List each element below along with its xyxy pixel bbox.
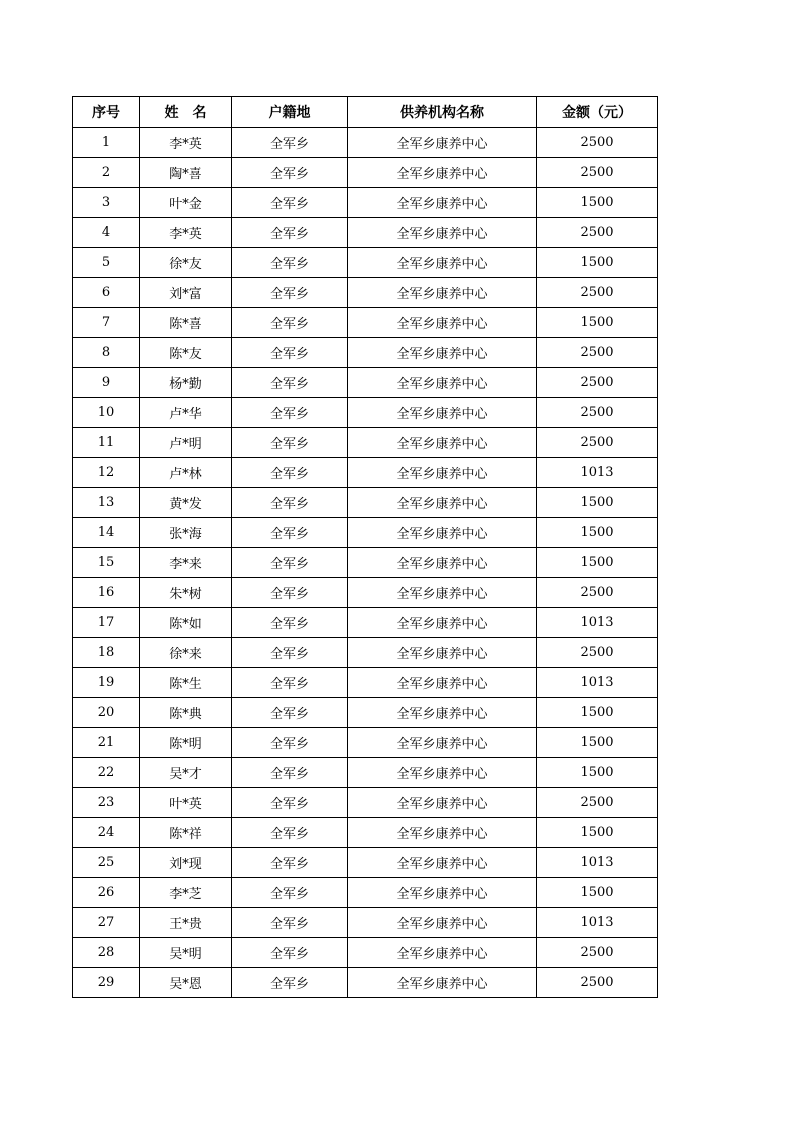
- header-name: 姓 名: [140, 97, 232, 128]
- cell-no: 23: [73, 788, 140, 818]
- table-row: [73, 668, 658, 698]
- cell-no: 24: [73, 818, 140, 848]
- cell-institution: 全军乡康养中心: [348, 818, 537, 848]
- cell-amount: 1500: [537, 488, 658, 518]
- cell-amount: 2500: [537, 158, 658, 188]
- cell-amount: 1500: [537, 308, 658, 338]
- table-row: [73, 728, 658, 758]
- cell-household: 全军乡: [232, 938, 348, 968]
- cell-amount: 1013: [537, 668, 658, 698]
- table-row: [73, 188, 658, 218]
- table-row: [73, 578, 658, 608]
- cell-household: 全军乡: [232, 248, 348, 278]
- cell-no: 27: [73, 908, 140, 938]
- cell-household: 全军乡: [232, 428, 348, 458]
- cell-name: 刘*富: [140, 278, 232, 308]
- cell-household: 全军乡: [232, 668, 348, 698]
- cell-household: 全军乡: [232, 368, 348, 398]
- table-row: [73, 248, 658, 278]
- table-row: [73, 758, 658, 788]
- cell-no: 22: [73, 758, 140, 788]
- cell-no: 20: [73, 698, 140, 728]
- cell-name: 刘*现: [140, 848, 232, 878]
- cell-name: 陈*典: [140, 698, 232, 728]
- cell-amount: 2500: [537, 788, 658, 818]
- table-row: [73, 788, 658, 818]
- cell-no: 18: [73, 638, 140, 668]
- cell-name: 陈*明: [140, 728, 232, 758]
- cell-institution: 全军乡康养中心: [348, 338, 537, 368]
- cell-name: 李*英: [140, 128, 232, 158]
- cell-household: 全军乡: [232, 218, 348, 248]
- cell-household: 全军乡: [232, 458, 348, 488]
- cell-amount: 1500: [537, 878, 658, 908]
- table-row: [73, 698, 658, 728]
- cell-institution: 全军乡康养中心: [348, 878, 537, 908]
- cell-amount: 1500: [537, 548, 658, 578]
- cell-institution: 全军乡康养中心: [348, 578, 537, 608]
- cell-amount: 1013: [537, 848, 658, 878]
- cell-name: 杨*勤: [140, 368, 232, 398]
- cell-amount: 2500: [537, 128, 658, 158]
- cell-amount: 2500: [537, 638, 658, 668]
- table-row: [73, 818, 658, 848]
- cell-no: 7: [73, 308, 140, 338]
- table-body: [73, 128, 658, 998]
- cell-no: 3: [73, 188, 140, 218]
- cell-no: 19: [73, 668, 140, 698]
- table-row: [73, 878, 658, 908]
- cell-no: 14: [73, 518, 140, 548]
- cell-amount: 1500: [537, 728, 658, 758]
- header-institution: 供养机构名称: [348, 97, 537, 128]
- table-row: [73, 968, 658, 998]
- table-row: [73, 218, 658, 248]
- table-row: [73, 398, 658, 428]
- table-row: [73, 428, 658, 458]
- cell-no: 2: [73, 158, 140, 188]
- table-row: [73, 278, 658, 308]
- table-row: [73, 158, 658, 188]
- cell-institution: 全军乡康养中心: [348, 848, 537, 878]
- cell-amount: 2500: [537, 428, 658, 458]
- cell-amount: 2500: [537, 968, 658, 998]
- table-row: [73, 458, 658, 488]
- table-row: [73, 488, 658, 518]
- cell-household: 全军乡: [232, 608, 348, 638]
- cell-institution: 全军乡康养中心: [348, 248, 537, 278]
- cell-no: 8: [73, 338, 140, 368]
- cell-no: 1: [73, 128, 140, 158]
- table-row: [73, 608, 658, 638]
- cell-institution: 全军乡康养中心: [348, 428, 537, 458]
- cell-household: 全军乡: [232, 908, 348, 938]
- cell-institution: 全军乡康养中心: [348, 488, 537, 518]
- cell-amount: 1500: [537, 188, 658, 218]
- table-row: [73, 908, 658, 938]
- cell-household: 全军乡: [232, 848, 348, 878]
- cell-household: 全军乡: [232, 338, 348, 368]
- cell-no: 6: [73, 278, 140, 308]
- cell-no: 12: [73, 458, 140, 488]
- cell-name: 李*英: [140, 218, 232, 248]
- cell-no: 16: [73, 578, 140, 608]
- table-row: [73, 938, 658, 968]
- cell-amount: 2500: [537, 338, 658, 368]
- cell-name: 吴*明: [140, 938, 232, 968]
- header-amount: 金额（元）: [537, 97, 658, 128]
- cell-name: 陈*生: [140, 668, 232, 698]
- cell-household: 全军乡: [232, 128, 348, 158]
- cell-amount: 1500: [537, 698, 658, 728]
- table-row: [73, 848, 658, 878]
- table-row: [73, 308, 658, 338]
- cell-name: 朱*树: [140, 578, 232, 608]
- cell-no: 13: [73, 488, 140, 518]
- table-row: [73, 368, 658, 398]
- table-row: [73, 638, 658, 668]
- cell-household: 全军乡: [232, 698, 348, 728]
- cell-no: 11: [73, 428, 140, 458]
- cell-amount: 2500: [537, 578, 658, 608]
- cell-no: 21: [73, 728, 140, 758]
- table-row: [73, 548, 658, 578]
- cell-name: 吴*恩: [140, 968, 232, 998]
- cell-name: 卢*华: [140, 398, 232, 428]
- cell-name: 李*芝: [140, 878, 232, 908]
- cell-household: 全军乡: [232, 398, 348, 428]
- cell-amount: 1013: [537, 908, 658, 938]
- cell-institution: 全军乡康养中心: [348, 698, 537, 728]
- table-row: [73, 518, 658, 548]
- cell-household: 全军乡: [232, 188, 348, 218]
- table-row: [73, 128, 658, 158]
- cell-institution: 全军乡康养中心: [348, 188, 537, 218]
- cell-name: 吴*才: [140, 758, 232, 788]
- cell-institution: 全军乡康养中心: [348, 218, 537, 248]
- cell-household: 全军乡: [232, 488, 348, 518]
- cell-no: 17: [73, 608, 140, 638]
- cell-household: 全军乡: [232, 308, 348, 338]
- cell-amount: 1500: [537, 818, 658, 848]
- cell-amount: 1500: [537, 248, 658, 278]
- cell-amount: 2500: [537, 278, 658, 308]
- cell-household: 全军乡: [232, 968, 348, 998]
- cell-institution: 全军乡康养中心: [348, 398, 537, 428]
- cell-name: 卢*明: [140, 428, 232, 458]
- cell-amount: 2500: [537, 218, 658, 248]
- cell-name: 黄*发: [140, 488, 232, 518]
- cell-name: 王*贵: [140, 908, 232, 938]
- cell-no: 29: [73, 968, 140, 998]
- header-row: [73, 97, 658, 128]
- cell-name: 陈*如: [140, 608, 232, 638]
- cell-institution: 全军乡康养中心: [348, 548, 537, 578]
- cell-no: 5: [73, 248, 140, 278]
- cell-institution: 全军乡康养中心: [348, 518, 537, 548]
- cell-institution: 全军乡康养中心: [348, 158, 537, 188]
- cell-amount: 1013: [537, 608, 658, 638]
- cell-institution: 全军乡康养中心: [348, 308, 537, 338]
- cell-name: 卢*林: [140, 458, 232, 488]
- cell-name: 陶*喜: [140, 158, 232, 188]
- cell-institution: 全军乡康养中心: [348, 278, 537, 308]
- cell-household: 全军乡: [232, 278, 348, 308]
- cell-institution: 全军乡康养中心: [348, 608, 537, 638]
- cell-household: 全军乡: [232, 548, 348, 578]
- cell-household: 全军乡: [232, 578, 348, 608]
- cell-amount: 1500: [537, 758, 658, 788]
- cell-name: 陈*友: [140, 338, 232, 368]
- cell-name: 李*来: [140, 548, 232, 578]
- cell-household: 全军乡: [232, 158, 348, 188]
- cell-household: 全军乡: [232, 518, 348, 548]
- cell-no: 15: [73, 548, 140, 578]
- cell-name: 徐*友: [140, 248, 232, 278]
- cell-institution: 全军乡康养中心: [348, 908, 537, 938]
- cell-name: 叶*英: [140, 788, 232, 818]
- cell-no: 28: [73, 938, 140, 968]
- cell-no: 4: [73, 218, 140, 248]
- cell-amount: 2500: [537, 398, 658, 428]
- cell-household: 全军乡: [232, 818, 348, 848]
- cell-household: 全军乡: [232, 878, 348, 908]
- cell-institution: 全军乡康养中心: [348, 728, 537, 758]
- cell-amount: 1013: [537, 458, 658, 488]
- cell-institution: 全军乡康养中心: [348, 638, 537, 668]
- cell-institution: 全军乡康养中心: [348, 368, 537, 398]
- cell-household: 全军乡: [232, 758, 348, 788]
- cell-institution: 全军乡康养中心: [348, 758, 537, 788]
- cell-name: 徐*来: [140, 638, 232, 668]
- header-no: 序号: [73, 97, 140, 128]
- cell-name: 陈*祥: [140, 818, 232, 848]
- cell-household: 全军乡: [232, 728, 348, 758]
- cell-amount: 2500: [537, 938, 658, 968]
- cell-amount: 2500: [537, 368, 658, 398]
- cell-amount: 1500: [537, 518, 658, 548]
- cell-institution: 全军乡康养中心: [348, 788, 537, 818]
- cell-institution: 全军乡康养中心: [348, 668, 537, 698]
- table-row: [73, 338, 658, 368]
- cell-institution: 全军乡康养中心: [348, 128, 537, 158]
- cell-name: 陈*喜: [140, 308, 232, 338]
- cell-name: 叶*金: [140, 188, 232, 218]
- subsidy-table: [72, 96, 658, 998]
- cell-institution: 全军乡康养中心: [348, 968, 537, 998]
- cell-household: 全军乡: [232, 638, 348, 668]
- cell-name: 张*海: [140, 518, 232, 548]
- cell-institution: 全军乡康养中心: [348, 458, 537, 488]
- cell-no: 26: [73, 878, 140, 908]
- cell-institution: 全军乡康养中心: [348, 938, 537, 968]
- header-household: 户籍地: [232, 97, 348, 128]
- cell-no: 10: [73, 398, 140, 428]
- cell-no: 9: [73, 368, 140, 398]
- cell-household: 全军乡: [232, 788, 348, 818]
- cell-no: 25: [73, 848, 140, 878]
